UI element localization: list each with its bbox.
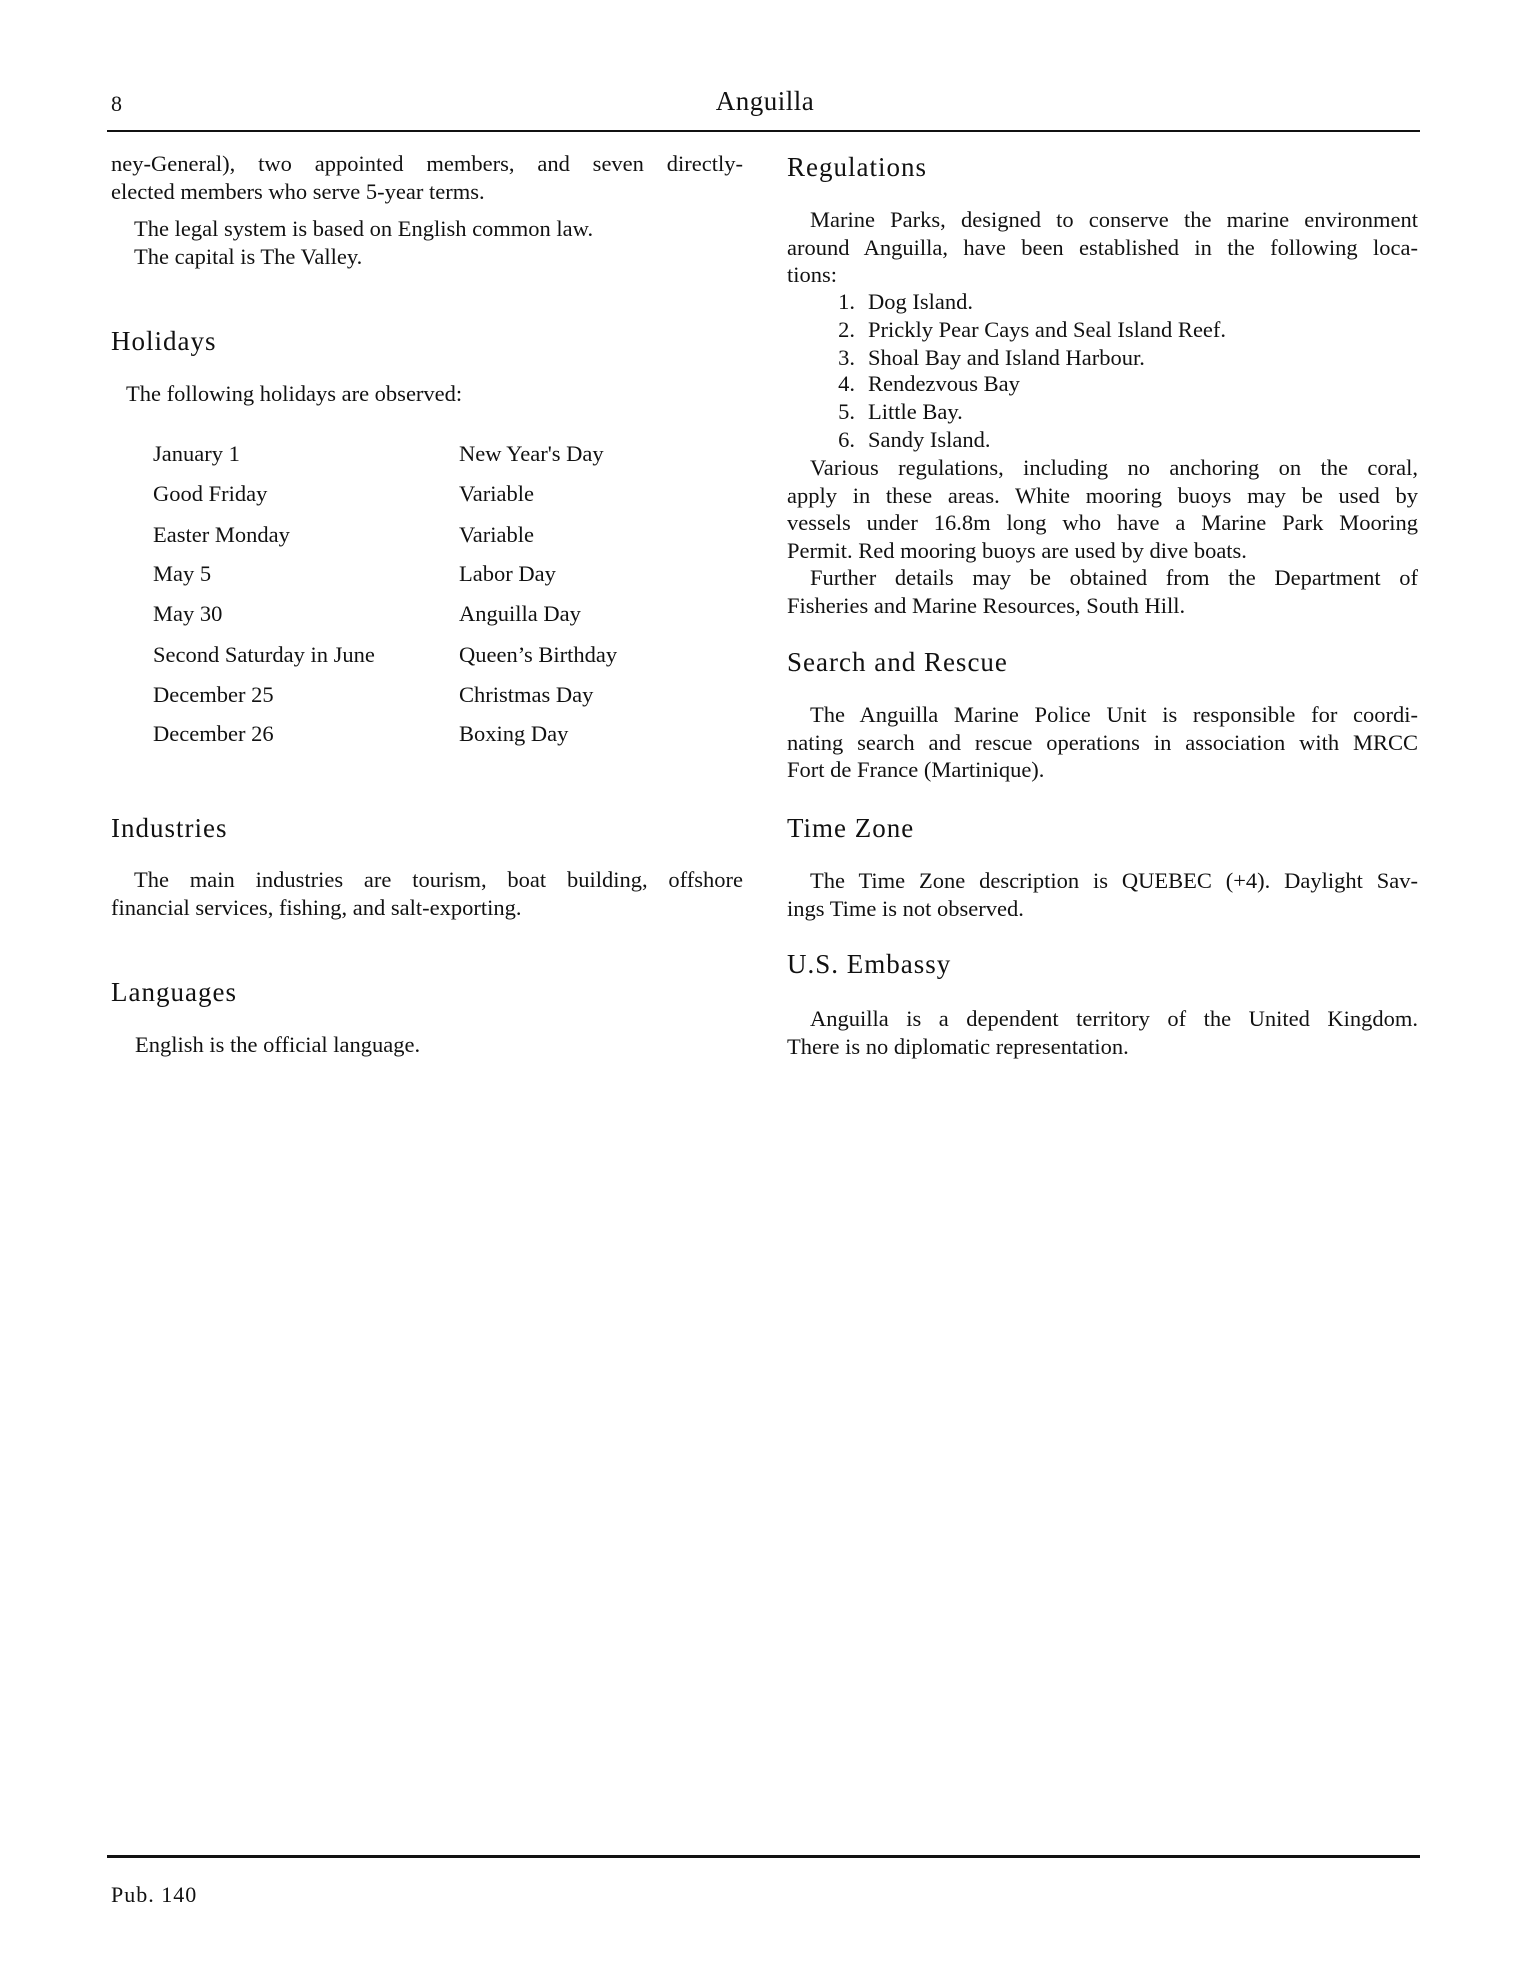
holiday-name: Variable xyxy=(459,481,534,506)
holiday-date: Easter Monday xyxy=(153,522,290,547)
list-text: Rendezvous Bay xyxy=(868,371,1020,396)
text-line: apply in these areas. White mooring buoys may be used by xyxy=(787,482,1418,508)
text-line: Fort de France (Martinique). xyxy=(787,757,1045,783)
text-line: The Time Zone description is QUEBEC (+4). Daylight Sav- xyxy=(810,868,1418,893)
list-number: 5. xyxy=(838,399,855,424)
header-rule xyxy=(107,130,1420,132)
text-line: ney-General), two appointed members, and seven directly- xyxy=(111,151,743,176)
holiday-date: May 30 xyxy=(153,601,223,626)
list-number: 1. xyxy=(838,289,855,314)
industries-paragraph xyxy=(111,866,743,921)
text-line: ings Time is not observed. xyxy=(787,895,1024,921)
text-line: vessels under 16.8m long who have a Marine Park Mooring xyxy=(787,510,1418,536)
list-text: Prickly Pear Cays and Seal Island Reef. xyxy=(868,317,1227,342)
holidays-heading: Holidays xyxy=(111,326,217,356)
holiday-name: Boxing Day xyxy=(459,721,569,746)
footer-rule xyxy=(107,1855,1420,1858)
publication-label: Pub. 140 xyxy=(111,1882,198,1907)
text-line: tions: xyxy=(787,262,838,288)
languages-text: English is the official language. xyxy=(135,1032,421,1057)
embassy-heading: U.S. Embassy xyxy=(787,949,952,979)
holiday-name: Anguilla Day xyxy=(459,601,581,626)
search-rescue-paragraph xyxy=(787,701,1418,784)
holiday-name: New Year's Day xyxy=(459,441,604,466)
text-line: The main industries are tourism, boat building, offshore xyxy=(134,867,743,892)
list-text: Little Bay. xyxy=(868,399,963,424)
holiday-date: Good Friday xyxy=(153,481,268,506)
time-zone-heading: Time Zone xyxy=(787,813,915,843)
text-line: Various regulations, including no anchoring on the coral, xyxy=(810,455,1418,480)
holiday-date: Second Saturday in June xyxy=(153,642,375,667)
holiday-date: December 25 xyxy=(153,682,274,707)
list-text: Shoal Bay and Island Harbour. xyxy=(868,345,1145,370)
text-line: Anguilla is a dependent territory of the United Kingdom. xyxy=(810,1006,1418,1031)
text-line: There is no diplomatic representation. xyxy=(787,1033,1129,1059)
languages-heading: Languages xyxy=(111,977,237,1007)
list-number: 2. xyxy=(838,317,855,342)
legal-system-text: The legal system is based on English common law. xyxy=(134,216,594,241)
list-number: 3. xyxy=(838,345,855,370)
holiday-name: Christmas Day xyxy=(459,682,594,707)
embassy-paragraph xyxy=(787,1005,1418,1060)
holiday-name: Variable xyxy=(459,522,534,547)
regulations-intro xyxy=(787,206,1418,289)
search-rescue-heading: Search and Rescue xyxy=(787,647,1008,677)
text-line: elected members who serve 5-year terms. xyxy=(111,178,485,204)
text-line: Fisheries and Marine Resources, South Hill. xyxy=(787,592,1186,618)
industries-heading: Industries xyxy=(111,813,228,843)
running-title: Anguilla xyxy=(715,86,815,116)
holiday-name: Labor Day xyxy=(459,561,556,586)
holiday-date: May 5 xyxy=(153,561,212,586)
holiday-date: January 1 xyxy=(153,441,240,466)
text-line: The Anguilla Marine Police Unit is responsible for coordi- xyxy=(810,702,1418,727)
text-line: Further details may be obtained from the Department of xyxy=(810,565,1418,590)
text-line: Marine Parks, designed to conserve the marine environment xyxy=(810,207,1418,232)
holiday-name: Queen’s Birthday xyxy=(459,642,618,667)
regulations-heading: Regulations xyxy=(787,152,927,182)
list-number: 6. xyxy=(838,427,855,452)
capital-text: The capital is The Valley. xyxy=(134,244,363,269)
list-number: 4. xyxy=(838,371,855,396)
text-line: financial services, fishing, and salt-exporting. xyxy=(111,894,522,920)
text-line: Permit. Red mooring buoys are used by dive boats. xyxy=(787,537,1247,563)
intro-paragraph xyxy=(111,150,743,205)
holidays-intro: The following holidays are observed: xyxy=(126,381,463,406)
page-number: 8 xyxy=(111,91,122,116)
time-zone-paragraph xyxy=(787,867,1418,922)
list-text: Sandy Island. xyxy=(868,427,991,452)
text-line: nating search and rescue operations in association with MRCC xyxy=(787,729,1418,755)
regulations-details xyxy=(787,454,1418,564)
list-text: Dog Island. xyxy=(868,289,973,314)
holiday-date: December 26 xyxy=(153,721,274,746)
further-details xyxy=(787,564,1418,619)
text-line: around Anguilla, have been established in the following loca- xyxy=(787,234,1418,260)
